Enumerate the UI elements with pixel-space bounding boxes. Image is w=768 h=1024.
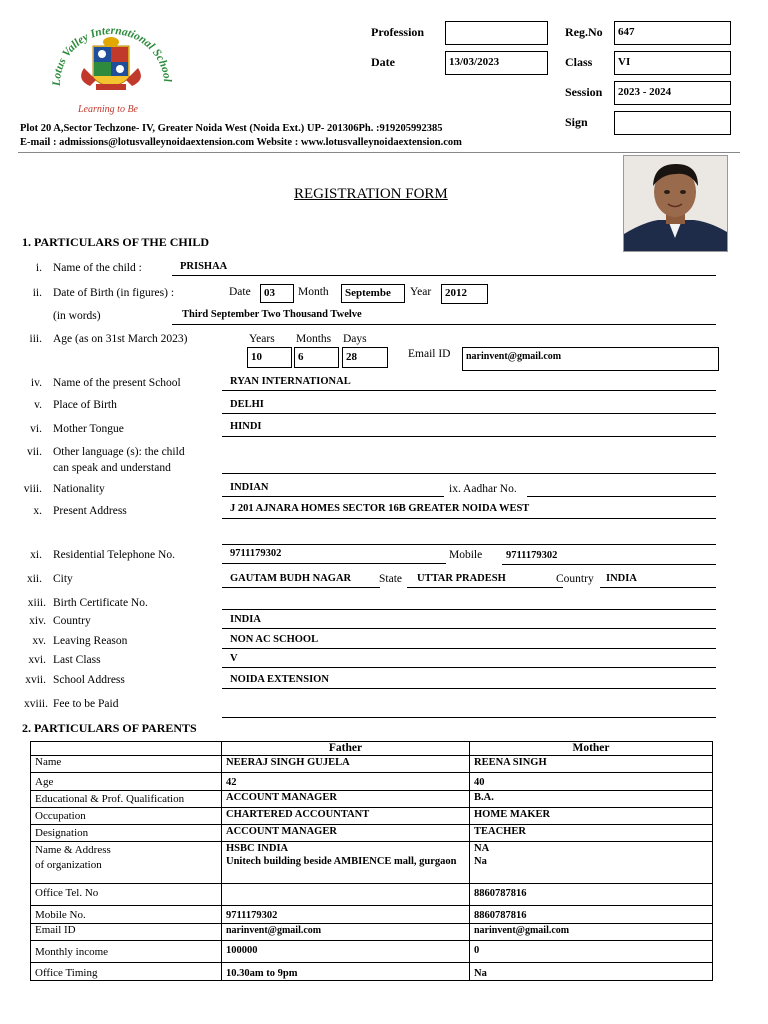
- father-age-cell[interactable]: 42: [222, 773, 470, 791]
- phone-label: Residential Telephone No.: [53, 549, 175, 561]
- father-org-address: Unitech building beside AMBIENCE mall, gurgaon: [226, 856, 457, 867]
- mother-tongue-label: Mother Tongue: [53, 423, 124, 435]
- father-email-cell[interactable]: narinvent@gmail.com: [222, 924, 470, 941]
- city-value[interactable]: GAUTAM BUDH NAGAR: [230, 573, 352, 584]
- school-name-arc: Lotus Valley International School: [50, 24, 174, 87]
- email-field[interactable]: narinvent@gmail.com: [462, 347, 719, 371]
- row-number: xi.: [30, 549, 42, 561]
- mother-designation-cell[interactable]: TEACHER: [470, 825, 713, 842]
- table-row: [31, 756, 713, 773]
- row-label: Email ID: [31, 924, 222, 941]
- mobile-line: [502, 564, 716, 565]
- age-months-field[interactable]: 6: [294, 347, 339, 368]
- father-qualification-cell[interactable]: ACCOUNT MANAGER: [222, 791, 470, 808]
- country2-label: Country: [53, 615, 91, 627]
- mother-column-header: Mother: [470, 742, 713, 756]
- profession-label: Profession: [371, 25, 425, 39]
- table-row: [31, 884, 713, 906]
- mother-name-cell[interactable]: REENA SINGH: [470, 756, 713, 773]
- birth-place-label: Place of Birth: [53, 399, 117, 411]
- father-mobile-cell[interactable]: 9711179302: [222, 906, 470, 924]
- row-number: iii.: [29, 333, 42, 345]
- email-label: Email ID: [408, 348, 451, 360]
- fee-label: Fee to be Paid: [53, 698, 119, 710]
- row-number: vi.: [30, 423, 42, 435]
- mother-org-address: Na: [474, 856, 487, 867]
- row-number: vii.: [26, 446, 42, 458]
- state-line: [407, 587, 563, 588]
- school-logo: [46, 20, 176, 122]
- table-header-blank: [31, 742, 222, 756]
- father-designation-cell[interactable]: ACCOUNT MANAGER: [222, 825, 470, 842]
- phone-value[interactable]: 9711179302: [230, 548, 282, 559]
- leaving-value[interactable]: NON AC SCHOOL: [230, 634, 319, 645]
- father-column-header: Father: [222, 742, 470, 756]
- birth-place-value[interactable]: DELHI: [230, 399, 264, 410]
- regno-label: Reg.No: [565, 25, 603, 39]
- sign-field[interactable]: [614, 111, 731, 135]
- country2-value[interactable]: INDIA: [230, 614, 261, 625]
- school-addr-label: School Address: [53, 674, 125, 686]
- last-class-value[interactable]: V: [230, 653, 238, 664]
- class-label: Class: [565, 55, 593, 69]
- age-label: Age (as on 31st March 2023): [53, 333, 188, 345]
- row-number: x.: [33, 505, 42, 517]
- last-class-line: [222, 667, 716, 668]
- dob-month-field[interactable]: Septembe: [341, 284, 405, 303]
- row-number: i.: [35, 262, 42, 274]
- row-number: viii.: [23, 483, 42, 495]
- mobile-label: Mobile: [449, 549, 483, 561]
- child-name-line: [172, 275, 716, 276]
- school-motto: Learning to Be: [78, 104, 138, 115]
- student-photo: [623, 155, 728, 252]
- dob-words-line: [172, 324, 716, 325]
- dob-year-label: Year: [410, 286, 432, 298]
- child-name-value[interactable]: PRISHAA: [180, 261, 228, 272]
- table-header-row: [31, 742, 713, 756]
- dob-date-label: Date: [229, 286, 251, 298]
- address-line: [222, 518, 716, 519]
- row-label: Name: [31, 756, 222, 773]
- father-occupation-cell[interactable]: CHARTERED ACCOUNTANT: [222, 808, 470, 825]
- dob-label: Date of Birth (in figures) :: [53, 287, 175, 299]
- fee-line: [222, 717, 716, 718]
- present-school-value[interactable]: RYAN INTERNATIONAL: [230, 376, 351, 387]
- other-lang-line: [222, 473, 716, 474]
- age-years-field[interactable]: 10: [247, 347, 292, 368]
- row-number: xv.: [32, 635, 46, 647]
- mother-office-tel-cell[interactable]: 8860787816: [470, 884, 713, 906]
- row-number: xii.: [26, 573, 42, 585]
- city-label: City: [53, 573, 73, 585]
- father-name-cell[interactable]: NEERAJ SINGH GUJELA: [222, 756, 470, 773]
- date-field[interactable]: 13/03/2023: [445, 51, 548, 75]
- country-label: Country: [556, 573, 594, 585]
- table-row: [31, 941, 713, 963]
- parents-table: [30, 741, 713, 981]
- session-field[interactable]: 2023 - 2024: [614, 81, 731, 105]
- nationality-label: Nationality: [53, 483, 105, 495]
- other-lang-label-2: can speak and understand: [53, 462, 171, 474]
- row-label: Designation: [31, 825, 222, 842]
- table-row: [31, 924, 713, 941]
- phone-line: [222, 563, 446, 564]
- other-lang-label: Other language (s): the child: [53, 446, 185, 458]
- father-income-cell[interactable]: 100000: [222, 941, 470, 963]
- session-label: Session: [565, 85, 603, 99]
- header-divider: [18, 152, 740, 153]
- mother-tongue-line: [222, 436, 716, 437]
- address-line-2: [222, 544, 716, 545]
- mother-email-cell[interactable]: narinvent@gmail.com: [470, 924, 713, 941]
- father-org-cell[interactable]: [222, 842, 470, 884]
- row-label: Educational & Prof. Qualification: [31, 791, 222, 808]
- row-label: Office Tel. No: [31, 884, 222, 906]
- row-number: ii.: [32, 287, 42, 299]
- table-row: [31, 773, 713, 791]
- mother-age-cell[interactable]: 40: [470, 773, 713, 791]
- last-class-label: Last Class: [53, 654, 101, 666]
- birth-cert-label: Birth Certificate No.: [53, 597, 148, 609]
- section1-title: 1. PARTICULARS OF THE CHILD: [22, 235, 210, 249]
- row-number: iv.: [30, 377, 42, 389]
- country-line: [600, 587, 716, 588]
- table-row: [31, 825, 713, 842]
- mother-org-cell[interactable]: [470, 842, 713, 884]
- leaving-line: [222, 648, 716, 649]
- table-row: [31, 963, 713, 981]
- address-label: Present Address: [53, 505, 127, 517]
- row-label: Mobile No.: [31, 906, 222, 924]
- dob-words-label: (in words): [53, 310, 101, 322]
- org-label-cell: [31, 842, 222, 884]
- mother-income-cell[interactable]: 0: [470, 941, 713, 963]
- father-timing-cell[interactable]: 10.30am to 9pm: [222, 963, 470, 981]
- age-months-label: Months: [296, 333, 332, 345]
- present-school-line: [222, 390, 716, 391]
- nationality-line: [222, 496, 444, 497]
- row-number: xvii.: [25, 674, 46, 686]
- school-addr-line: [222, 688, 716, 689]
- country-value[interactable]: INDIA: [606, 573, 637, 584]
- mother-qualification-cell[interactable]: B.A.: [470, 791, 713, 808]
- name-label: Name of the child :: [53, 262, 142, 274]
- row-number: v.: [34, 399, 42, 411]
- table-row: [31, 791, 713, 808]
- row-label: Age: [31, 773, 222, 791]
- address-value[interactable]: J 201 AJNARA HOMES SECTOR 16B GREATER NOIDA WEST: [230, 503, 530, 514]
- row-label: Office Timing: [31, 963, 222, 981]
- row-number: xvi.: [28, 654, 46, 666]
- row-label: Occupation: [31, 808, 222, 825]
- dob-year-field[interactable]: 2012: [441, 284, 488, 304]
- birth-cert-line: [222, 609, 716, 610]
- aadhar-label: ix. Aadhar No.: [449, 483, 517, 495]
- mother-org-name: NA: [474, 843, 490, 854]
- city-line: [222, 587, 380, 588]
- date-label: Date: [371, 55, 395, 69]
- mobile-value[interactable]: 9711179302: [506, 550, 558, 561]
- table-row: [31, 808, 713, 825]
- birth-place-line: [222, 413, 716, 414]
- school-address: Plot 20 A,Sector Techzone- IV, Greater Noida West (Noida Ext.) UP- 201306Ph. :919205992385: [20, 123, 443, 134]
- table-row: [31, 906, 713, 924]
- leaving-label: Leaving Reason: [53, 635, 128, 647]
- dob-words-value[interactable]: Third September Two Thousand Twelve: [182, 309, 362, 320]
- row-label: Monthly income: [31, 941, 222, 963]
- nationality-value[interactable]: INDIAN: [230, 482, 269, 493]
- row-number: xiii.: [27, 597, 46, 609]
- age-days-field[interactable]: 28: [342, 347, 388, 368]
- section2-title: 2. PARTICULARS OF PARENTS: [22, 721, 197, 735]
- father-office-tel-cell[interactable]: [222, 884, 470, 906]
- profession-field[interactable]: [445, 21, 548, 45]
- country2-line: [222, 628, 716, 629]
- school-addr-value[interactable]: NOIDA EXTENSION: [230, 674, 329, 685]
- table-row: [31, 842, 713, 884]
- row-label-2: of organization: [35, 859, 102, 871]
- mother-tongue-value[interactable]: HINDI: [230, 421, 262, 432]
- regno-field[interactable]: 647: [614, 21, 731, 45]
- mother-occupation-cell[interactable]: HOME MAKER: [470, 808, 713, 825]
- dob-month-label: Month: [298, 286, 329, 298]
- row-label: Name & Address: [35, 844, 111, 856]
- sign-label: Sign: [565, 115, 588, 129]
- aadhar-line: [527, 496, 716, 497]
- class-field[interactable]: VI: [614, 51, 731, 75]
- form-title: REGISTRATION FORM: [294, 186, 448, 202]
- age-days-label: Days: [343, 333, 367, 345]
- father-org-name: HSBC INDIA: [226, 843, 289, 854]
- school-contact: E-mail : admissions@lotusvalleynoidaextension.com Website : www.lotusvalleynoidaextension.com: [20, 137, 462, 148]
- row-number: xviii.: [24, 698, 48, 710]
- row-number: xiv.: [29, 615, 46, 627]
- mother-mobile-cell[interactable]: 8860787816: [470, 906, 713, 924]
- state-label: State: [379, 573, 402, 585]
- age-years-label: Years: [249, 333, 275, 345]
- present-school-label: Name of the present School: [53, 377, 181, 389]
- dob-date-field[interactable]: 03: [260, 284, 294, 303]
- mother-timing-cell[interactable]: Na: [470, 963, 713, 981]
- state-value[interactable]: UTTAR PRADESH: [417, 573, 506, 584]
